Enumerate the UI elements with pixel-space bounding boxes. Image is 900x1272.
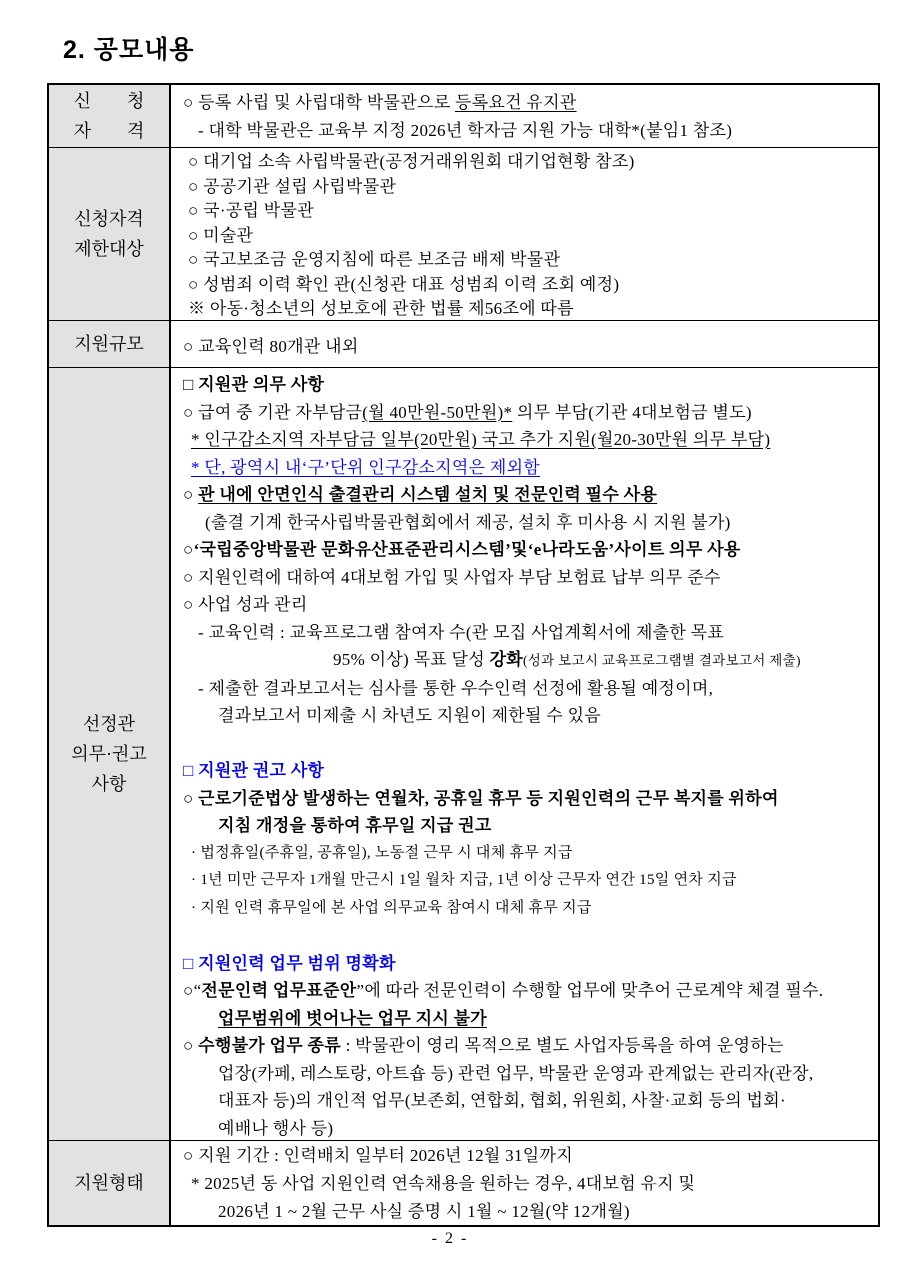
bullet-line: ○ 공공기관 설립 사립박물관 [188, 176, 397, 196]
table-row-obligations [49, 367, 878, 1140]
note-line: ※ 아동·청소년의 성보호에 관한 법률 제56조에 따름 [188, 299, 574, 318]
row-label-line: 지원규모 [74, 334, 144, 354]
subsection-title-scope: □ 지원인력 업무 범위 명확화 [183, 953, 396, 973]
text-segment: ○“ [183, 981, 202, 1000]
bullet-line: ○ 사업 성과 관리 [183, 595, 308, 614]
note-line-underlined: * 인구감소지역 자부담금 일부(20만원) 국고 추가 지원(월20-30만원 의무 부담) [191, 430, 771, 449]
bullet-line: ○ 지원인력에 대하여 4대보험 가입 및 사업자 부담 보험료 납부 의무 준수 [183, 567, 721, 587]
sub-line: 업장(카페, 레스토랑, 아트숍 등) 관련 업무, 박물관 운영과 관계없는 관리자(관장, [218, 1063, 814, 1083]
bullet-line-bold: ○‘국립중앙박물관 문화유산표준관리시스템’및‘e나라도움’사이트 의무 사용 [183, 540, 741, 559]
table-row-scale [49, 320, 878, 367]
subsection-title-recommendation: □ 지원관 권고 사항 [183, 761, 325, 780]
text-segment-underlined: 등록요건 유지관 [454, 93, 577, 112]
dot-line: · 지원 인력 휴무일에 본 사업 의무교육 참여시 대체 휴무 지급 [191, 899, 592, 916]
bullet-line-bold: ○ 근로기준법상 발생하는 연월차, 공휴일 휴무 등 지원인력의 근무 복지를 위하여 [183, 788, 779, 808]
note-line-blue: * 단, 광역시 내‘구’단위 인구감소지역은 제외함 [191, 457, 541, 477]
row-label-line: 자 격 [73, 121, 145, 141]
bullet-line [183, 89, 870, 117]
row-content-obligations [171, 368, 878, 1140]
blank-line [183, 730, 870, 758]
row-content-support-type [171, 1141, 878, 1225]
text-segment: 의무 부담(기관 4대보험금 별도) [512, 402, 752, 422]
row-label-line: 사항 [91, 774, 127, 794]
table-row-support-type [49, 1140, 878, 1225]
table-row-restrictions [49, 147, 878, 320]
text-segment-bold: 수행불가 업무 종류 [198, 1036, 342, 1055]
sub-line: (출결 기계 한국사립박물관협회에서 제공, 설치 후 미사용 시 지원 불가) [205, 512, 731, 532]
note-line: * 2025년 동 사업 지원인력 연속채용을 원하는 경우, 4대보험 유지 및 [191, 1174, 696, 1193]
row-label-obligations [49, 368, 171, 1140]
bullet-line [183, 399, 870, 427]
content-table [47, 83, 880, 1227]
text-segment-underlined: (월 40만원-50만원)* [362, 402, 513, 422]
dot-line: · 법정휴일(주휴일, 공휴일), 노동절 근무 시 대체 휴무 지급 [191, 844, 573, 861]
bullet-line: ○ 교육인력 80개관 내외 [183, 336, 359, 356]
bullet-line: ○ 성범죄 이력 확인 관(신청관 대표 성범죄 이력 조회 예정) [188, 274, 620, 294]
bullet-line: ○ 대기업 소속 사립박물관(공정거래위원회 대기업현황 참조) [188, 152, 635, 171]
sub-line: - 제출한 결과보고서는 심사를 통한 우수인력 선정에 활용될 예정이며, [198, 678, 714, 698]
text-segment: : 박물관이 영리 목적으로 별도 사업자등록을 하여 운영하는 [341, 1036, 784, 1055]
row-label-line: 의무·권고 [71, 744, 147, 764]
row-content-restrictions [171, 148, 878, 320]
row-label-scale [49, 321, 171, 367]
bullet-line: ○ 국고보조금 운영지침에 따른 보조금 배제 박물관 [188, 250, 561, 269]
row-content-scale [171, 321, 878, 367]
row-label-line: 지원형태 [74, 1173, 144, 1193]
text-segment-underlined: 관 내에 안면인식 출결관리 시스템 설치 및 전문인력 필수 사용 [198, 485, 658, 504]
section-heading: 2. 공모내용 [63, 36, 195, 64]
row-label-support-type [49, 1141, 171, 1225]
blank-line [183, 922, 870, 950]
bullet-line [183, 1032, 870, 1060]
text-segment-bold: 강화 [489, 650, 524, 669]
sub-line: - 대학 박물관은 교육부 지정 2026년 학자금 지원 가능 대학*(붙임1 참조) [198, 121, 733, 140]
sub-line: 예배나 행사 등) [218, 1118, 334, 1138]
bullet-line [183, 481, 870, 509]
text-segment: 95% 이상) 목표 달성 [333, 650, 490, 669]
row-content-eligibility [171, 85, 878, 147]
text-segment-bold: 전문인력 업무표준안 [201, 981, 357, 1000]
sub-line: 대표자 등)의 개인적 업무(보존회, 연합회, 협회, 위원회, 사찰·교회 등의 법회· [218, 1091, 786, 1110]
row-label-line: 신 청 [73, 91, 145, 111]
bullet-line: ○ 지원 기간 : 인력배치 일부터 2026년 12월 31일까지 [183, 1146, 573, 1165]
dot-line: · 1년 미만 근무자 1개월 만근시 1일 월차 지급, 1년 이상 근무자 연간 15일 연차 지급 [191, 872, 737, 888]
text-segment: ○ [183, 1036, 199, 1055]
table-row-eligibility [49, 85, 878, 147]
row-label-restrictions [49, 148, 171, 320]
row-label-eligibility [49, 85, 171, 147]
sub-line: 2026년 1 ~ 2월 근무 사실 증명 시 1월 ~ 12월(약 12개월) [218, 1202, 630, 1221]
sub-line: - 교육인력 : 교육프로그램 참여자 수(관 모집 사업계획서에 제출한 목표 [198, 622, 725, 642]
row-label-line: 선정관 [82, 714, 136, 734]
text-segment: ”에 따라 전문인력이 수행할 업무에 맞추어 근로계약 체결 필수. [356, 981, 824, 1000]
bullet-line: ○ 국·공립 박물관 [188, 201, 314, 220]
row-label-line: 신청자격 [74, 209, 144, 229]
row-label-line: 제한대상 [74, 239, 144, 259]
subsection-title-duty: □ 지원관 의무 사항 [183, 375, 325, 394]
sub-line [183, 646, 870, 675]
sub-line-underlined: 업무범위에 벗어나는 업무 지시 불가 [218, 1008, 488, 1028]
bullet-line: ○ 미술관 [188, 225, 254, 245]
sub-line-bold: 지침 개정을 통하여 휴무일 지급 권고 [218, 816, 492, 835]
text-segment: ○ 등록 사립 및 사립대학 박물관으로 [183, 93, 455, 112]
bullet-line [183, 977, 870, 1005]
text-segment: ○ [183, 485, 199, 504]
text-segment-small: (성과 보고시 교육프로그램별 결과보고서 제출) [523, 653, 801, 668]
sub-line: 결과보고서 미제출 시 차년도 지원이 제한될 수 있음 [218, 706, 602, 725]
page-number: - 2 - [431, 1230, 469, 1247]
text-segment: ○ 급여 중 기관 자부담금 [183, 402, 363, 422]
